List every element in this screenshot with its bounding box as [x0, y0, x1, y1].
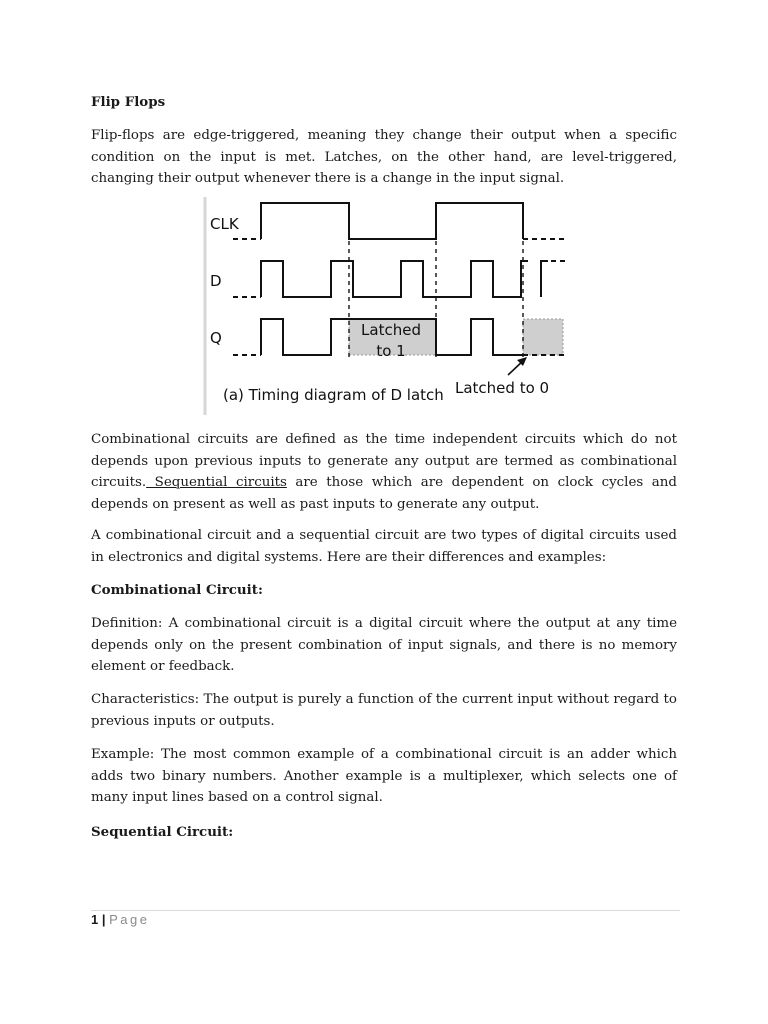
timing-diagram-figure — [203, 197, 573, 417]
label-latched-1-line2: to 1 — [376, 342, 406, 360]
heading-sequential-circuit: Sequential Circuit: — [91, 824, 234, 840]
paragraph-two-types: A combinational circuit and a sequential circuit are two types of digital circuits used in electronics and digital systems. Here are their differences and examples: — [91, 528, 677, 565]
link-sequential-circuits[interactable]: Sequential circuits — [146, 475, 287, 490]
page-footer — [91, 912, 150, 927]
paragraph-definition: Definition: A combinational circuit is a digital circuit where the output at any time depends only on the present combination of input signals, and there is no memory element or feedback. — [91, 616, 677, 674]
d-waveform-tail — [541, 261, 548, 297]
paragraph-characteristics: Characteristics: The output is purely a function of the current input without regard to previous inputs or outputs. — [91, 692, 677, 729]
paragraph-comb-seq-part2: are those which are dependent on clock cycles and depends on present as well as past inputs to generate any output. — [91, 475, 677, 512]
figure-caption: (a) Timing diagram of D latch — [223, 386, 444, 404]
label-latched-1-line1: Latched — [361, 321, 421, 339]
heading-combinational-circuit: Combinational Circuit: — [91, 582, 263, 598]
paragraph-example: Example: The most common example of a combinational circuit is an adder which adds two binary numbers. Another example is a multiplexer, which selects one of many input lines based on a control signal. — [91, 747, 677, 805]
signal-label-d: D — [210, 272, 222, 290]
q-latched-0-region — [523, 319, 563, 355]
footer-page-word: Page — [109, 912, 150, 927]
footer-page-number: 1 — [91, 912, 99, 927]
clk-waveform — [261, 203, 523, 239]
label-latched-0: Latched to 0 — [455, 379, 550, 397]
paragraph-comb-seq — [91, 429, 677, 515]
heading-flip-flops: Flip Flops — [91, 94, 166, 110]
signal-label-q: Q — [210, 329, 222, 347]
paragraph-comb-seq-part1: Combinational circuits are defined as the time independent circuits which do not depends upon previous inputs to generate any output are termed as combinational circuits. — [91, 432, 677, 490]
timing-diagram-svg — [203, 197, 573, 417]
signal-label-clk: CLK — [210, 215, 239, 233]
paragraph-intro: Flip-flops are edge-triggered, meaning they change their output when a specific condition on the input is met. Latches, on the other hand, are level-triggered, changing their output whenever there is a change in the input signal. — [91, 128, 677, 186]
d-waveform — [261, 261, 528, 297]
footer-separator: | — [101, 912, 106, 927]
footer-divider — [91, 910, 680, 911]
